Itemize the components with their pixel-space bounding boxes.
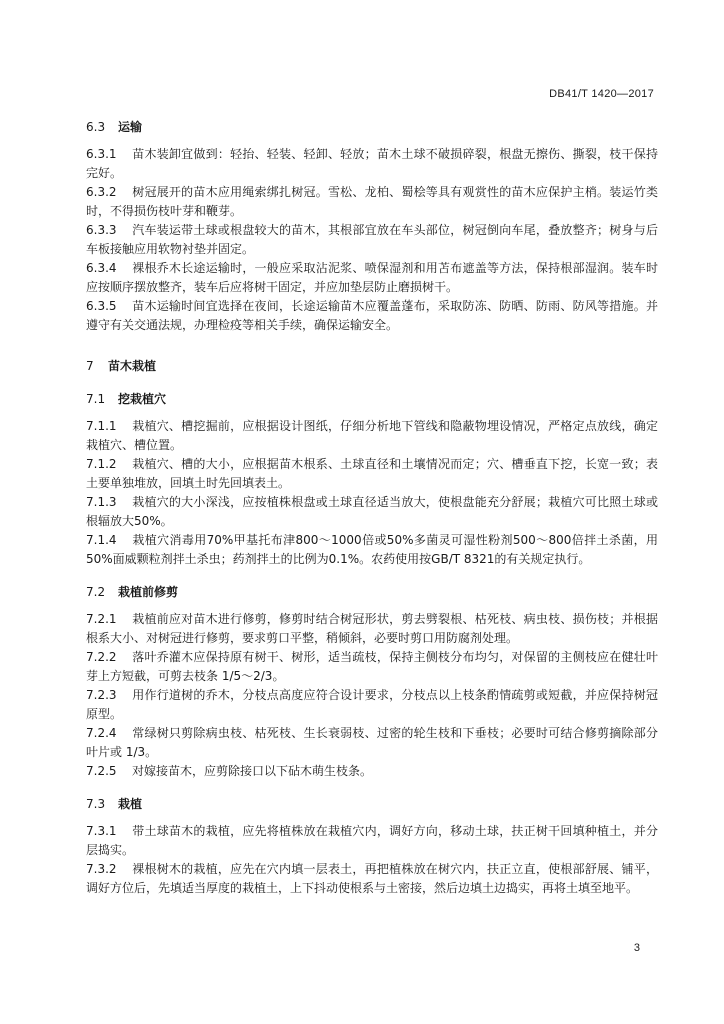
section-title: 挖栽植穴: [118, 392, 167, 406]
standard-code: DB41/T 1420—2017: [549, 88, 654, 100]
clause-text: 栽植穴的大小深浅，应按植株根盘或土球直径适当放大，使根盘能充分舒展；栽植穴可比照土球或根辐放大50%。: [86, 495, 658, 528]
clause-text: 落叶乔灌木应保持原有树干、树形，适当疏枝，保持主侧枝分布均匀，对保留的主侧枝应在健壮叶芽上方短截，可剪去枝条 1/5～2/3。: [86, 650, 658, 683]
section-heading: [86, 795, 658, 814]
clause-paragraph: [86, 417, 658, 455]
clause-paragraph: [86, 762, 658, 781]
clause-text: 汽车装运带土球或根盘较大的苗木，其根部宜放在车头部位，树冠倒向车尾，叠放整齐；树身与后车板接触应用软物衬垫并固定。: [86, 223, 658, 256]
clause-text: 栽植穴、槽的大小，应根据苗木根系、土球直径和土壤情况而定；穴、槽垂直下挖，长宽一致；表土要单独堆放，回填土时先回填表土。: [86, 457, 658, 490]
clause-text: 树冠展开的苗木应用绳索绑扎树冠。雪松、龙柏、蜀桧等具有观赏性的苗木应保护主梢。装运竹类时，不得损伤枝叶芽和鞭芽。: [86, 185, 658, 218]
page-number: 3: [633, 942, 640, 954]
clause-paragraph: [86, 297, 658, 335]
clause-text: 带土球苗木的栽植，应先将植株放在栽植穴内，调好方向，移动土球，扶正树干回填种植土，并分层捣实。: [86, 824, 658, 857]
clause-paragraph: [86, 221, 658, 259]
clause-text: 栽植前应对苗木进行修剪，修剪时结合树冠形状，剪去劈裂根、枯死枝、病虫枝、损伤枝；并根据根系大小、对树冠进行修剪，要求剪口平整，稍倾斜，必要时剪口用防腐剂处理。: [86, 612, 658, 645]
section-heading: [86, 390, 658, 409]
clause-paragraph: [86, 531, 658, 569]
clause-paragraph: [86, 259, 658, 297]
clause-paragraph: [86, 822, 658, 860]
clause-number: 7.2.1: [86, 612, 117, 626]
clause-number: 7.3.2: [86, 862, 117, 876]
clause-paragraph: [86, 493, 658, 531]
clause-paragraph: [86, 860, 658, 898]
chapter-heading: [86, 357, 658, 376]
clause-text: 裸根乔木长途运输时，一般应采取沾泥浆、喷保湿剂和用苫布遮盖等方法，保持根部湿润。装车时应按顺序摆放整齐，装车后应将树干固定，并应加垫层防止磨损树干。: [86, 261, 658, 294]
section-number: 7.2: [86, 585, 106, 599]
section-heading: [86, 583, 658, 602]
clause-text: 裸根树木的栽植，应先在穴内填一层表土，再把植株放在树穴内，扶正立直，使根部舒展、铺平，调好方位后，先填适当厚度的栽植土，上下抖动使根系与土密接，然后边填土边捣实，再将土填至地平。: [86, 862, 658, 895]
clause-number: 6.3.2: [86, 185, 117, 199]
clause-paragraph: [86, 610, 658, 648]
clause-number: 7.2.3: [86, 688, 117, 702]
clause-paragraph: [86, 145, 658, 183]
chapter-title: 苗木栽植: [108, 359, 157, 373]
clause-text: 用作行道树的乔木，分枝点高度应符合设计要求，分枝点以上枝条酌情疏剪或短截，并应保持树冠原型。: [86, 688, 658, 721]
clause-number: 7.2.4: [86, 726, 117, 740]
clause-number: 7.1.1: [86, 419, 117, 433]
section-title: 栽植前修剪: [118, 585, 179, 599]
clause-text: 栽植穴消毒用70%甲基托布津800～1000倍或50%多菌灵可湿性粉剂500～800倍拌土杀菌，用50%面威颗粒剂拌土杀虫；药剂拌土的比例为0.1%。农药使用按GB/T 8321的有关规定执行。: [86, 533, 658, 566]
clause-number: 7.1.3: [86, 495, 117, 509]
clause-number: 6.3.3: [86, 223, 117, 237]
clause-number: 7.3.1: [86, 824, 117, 838]
chapter-number: 7: [86, 359, 94, 373]
document-body: [86, 118, 658, 898]
section-heading: [86, 118, 658, 137]
clause-text: 栽植穴、槽挖掘前，应根据设计图纸，仔细分析地下管线和隐蔽物埋设情况，严格定点放线，确定栽植穴、槽位置。: [86, 419, 658, 452]
section-title: 运输: [118, 120, 143, 134]
clause-number: 6.3.5: [86, 299, 117, 313]
clause-paragraph: [86, 183, 658, 221]
clause-number: 7.2.5: [86, 764, 117, 778]
clause-text: 常绿树只剪除病虫枝、枯死枝、生长衰弱枝、过密的轮生枝和下垂枝；必要时可结合修剪摘除部分叶片或 1/3。: [86, 726, 658, 759]
clause-number: 7.1.4: [86, 533, 117, 547]
section-title: 栽植: [118, 797, 143, 811]
clause-paragraph: [86, 686, 658, 724]
clause-paragraph: [86, 455, 658, 493]
clause-number: 7.1.2: [86, 457, 117, 471]
clause-text: 苗木运输时间宜选择在夜间，长途运输苗木应覆盖蓬布，采取防冻、防晒、防雨、防风等措施。并遵守有关交通法规，办理检疫等相关手续，确保运输安全。: [86, 299, 658, 332]
clause-number: 6.3.4: [86, 261, 117, 275]
clause-text: 苗木装卸宜做到：轻抬、轻装、轻卸、轻放；苗木土球不破损碎裂，根盘无擦伤、撕裂，枝干保持完好。: [86, 147, 658, 180]
clause-paragraph: [86, 724, 658, 762]
section-number: 6.3: [86, 120, 106, 134]
section-number: 7.3: [86, 797, 106, 811]
clause-number: 7.2.2: [86, 650, 117, 664]
clause-text: 对嫁接苗木，应剪除接口以下砧木萌生枝条。: [132, 764, 373, 778]
clause-paragraph: [86, 648, 658, 686]
clause-number: 6.3.1: [86, 147, 117, 161]
section-number: 7.1: [86, 392, 106, 406]
